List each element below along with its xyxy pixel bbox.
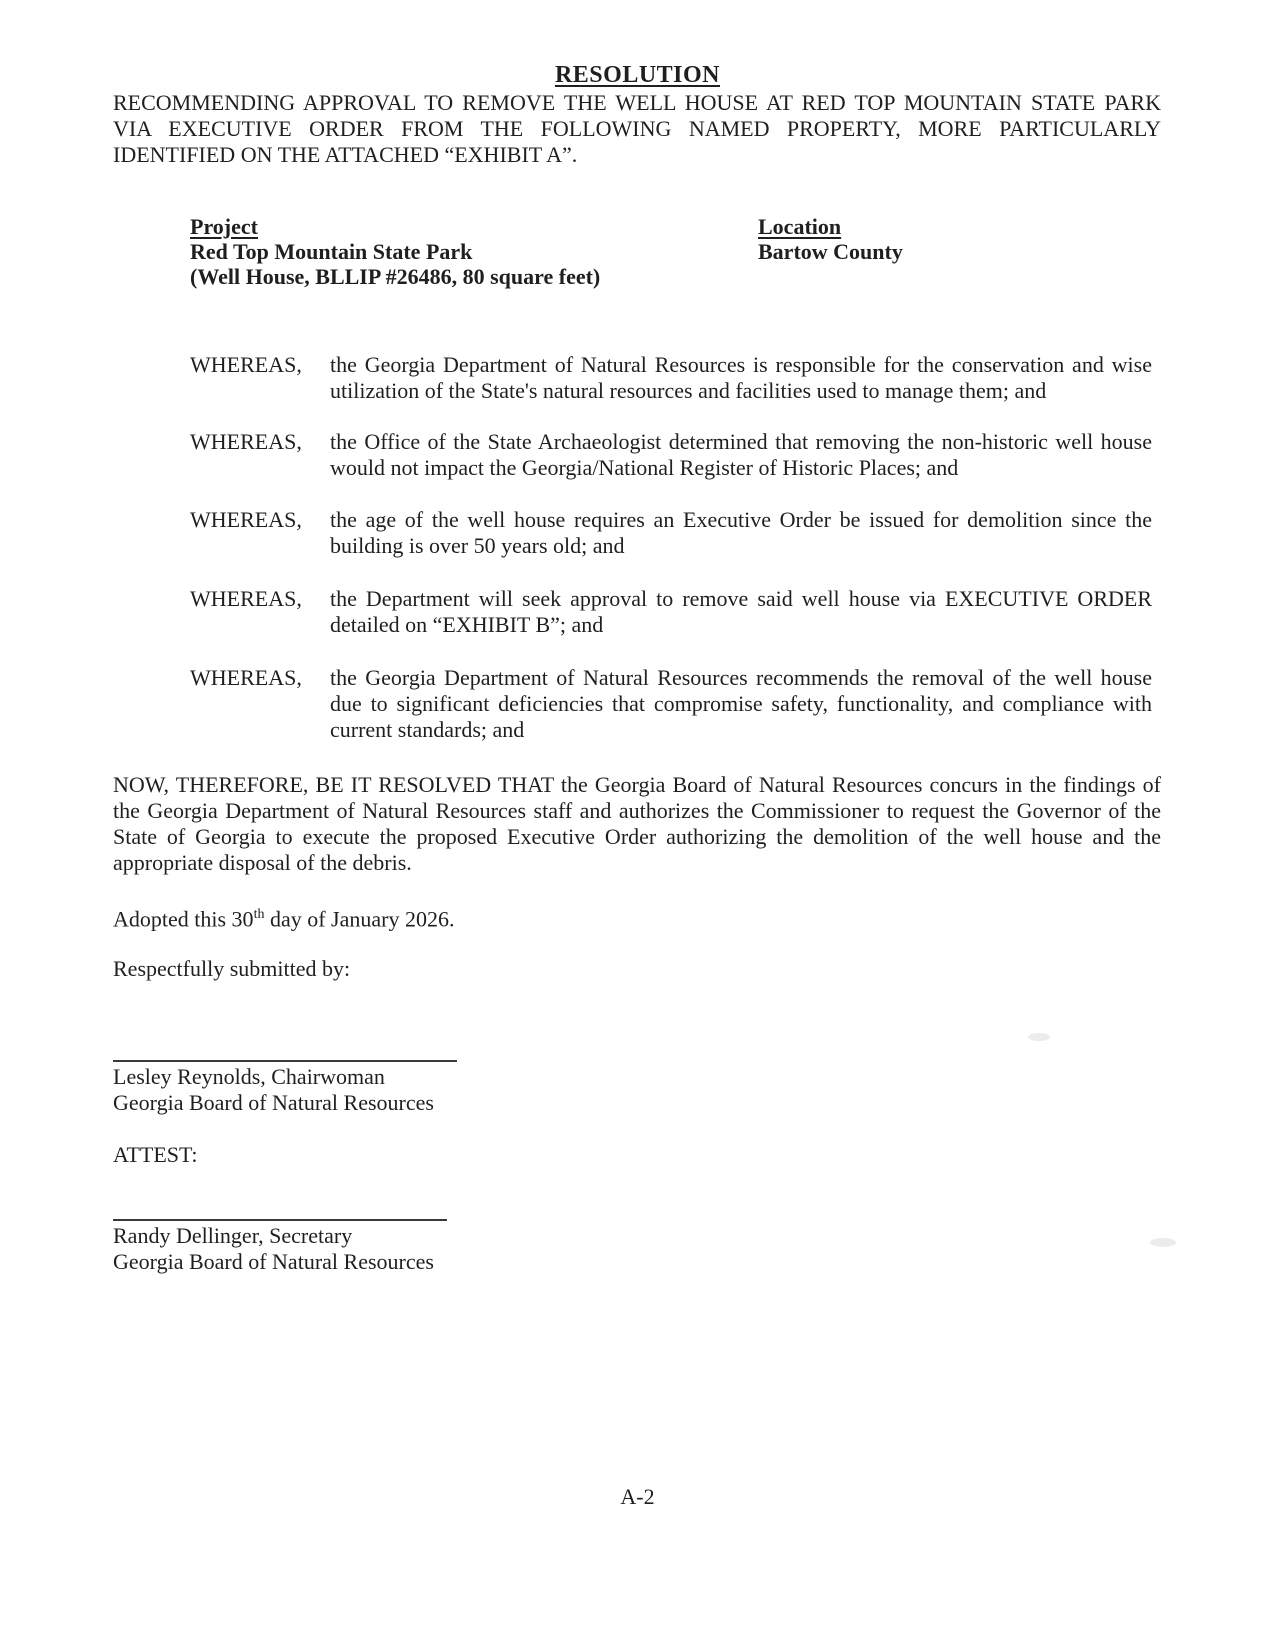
submitted-label: Respectfully submitted by: (113, 956, 351, 981)
adoption-date-line (113, 902, 454, 932)
signature-block-secretary (113, 1219, 447, 1275)
whereas-label: WHEREAS, (190, 352, 302, 377)
whereas-text: the Georgia Department of Natural Resources is responsible for the conservation and wise utilization of the State's natural resources and facilities used to manage them; and (330, 352, 1152, 403)
signatory-name: Randy Dellinger, Secretary (113, 1223, 353, 1248)
whereas-text: the Department will seek approval to remove said well house via EXECUTIVE ORDER detailed on “EXHIBIT B”; and (330, 586, 1152, 637)
location-block (758, 214, 903, 289)
adoption-ordinal: th (253, 907, 265, 922)
whereas-clause (190, 352, 1152, 404)
intro-paragraph: RECOMMENDING APPROVAL TO REMOVE THE WELL HOUSE AT RED TOP MOUNTAIN STATE PARK VIA EXECUTIVE ORDER FROM THE FOLLOWING NAMED PROPERTY, MORE PARTICULARLY IDENTIFIED ON THE ATTACHED “EXHIBIT A”. (113, 90, 1161, 167)
attest-label: ATTEST: (113, 1142, 198, 1167)
resolution-paragraph: NOW, THEREFORE, BE IT RESOLVED THAT the Georgia Board of Natural Resources concurs in the findings of the Georgia Department of Natural Resources staff and authorizes the Commissioner to request the Governor of the State of Georgia to execute the proposed Executive Order authorizing the demolition of the well house and the appropriate disposal of the debris. (113, 772, 1161, 875)
adoption-suffix: day of January 2026. (264, 906, 455, 932)
signatory-organization: Georgia Board of Natural Resources (113, 1249, 434, 1274)
whereas-clause (190, 507, 1152, 559)
project-name: Red Top Mountain State Park (190, 239, 473, 264)
location-value: Bartow County (758, 239, 903, 264)
location-heading: Location (758, 214, 842, 239)
signatory-name: Lesley Reynolds, Chairwoman (113, 1064, 385, 1089)
scan-artifact (1028, 1033, 1050, 1041)
project-location-section (190, 214, 1162, 289)
signature-block-chairwoman (113, 1060, 457, 1116)
whereas-clause (190, 429, 1152, 481)
page-number: A-2 (620, 1484, 655, 1509)
whereas-clause (190, 586, 1152, 638)
signature-line (113, 1060, 457, 1062)
project-block (190, 214, 758, 289)
document-title (0, 62, 1275, 89)
signature-line (113, 1219, 447, 1221)
document-title-text: RESOLUTION (554, 62, 721, 88)
whereas-label: WHEREAS, (190, 586, 302, 611)
scan-artifact (1150, 1238, 1176, 1247)
whereas-label: WHEREAS, (190, 507, 302, 532)
adoption-prefix: Adopted this 30 (113, 906, 254, 932)
whereas-label: WHEREAS, (190, 665, 302, 690)
whereas-clause (190, 665, 1152, 743)
whereas-label: WHEREAS, (190, 429, 302, 454)
project-heading: Project (190, 214, 258, 239)
signatory-organization: Georgia Board of Natural Resources (113, 1090, 434, 1115)
whereas-text: the Georgia Department of Natural Resources recommends the removal of the well house due to significant deficiencies that compromise safety, functionality, and compliance with current standards; and (330, 665, 1152, 742)
whereas-text: the age of the well house requires an Executive Order be issued for demolition since the building is over 50 years old; and (330, 507, 1152, 558)
project-details: (Well House, BLLIP #26486, 80 square feet) (190, 264, 601, 289)
whereas-text: the Office of the State Archaeologist determined that removing the non-historic well house would not impact the Georgia/National Register of Historic Places; and (330, 429, 1152, 480)
